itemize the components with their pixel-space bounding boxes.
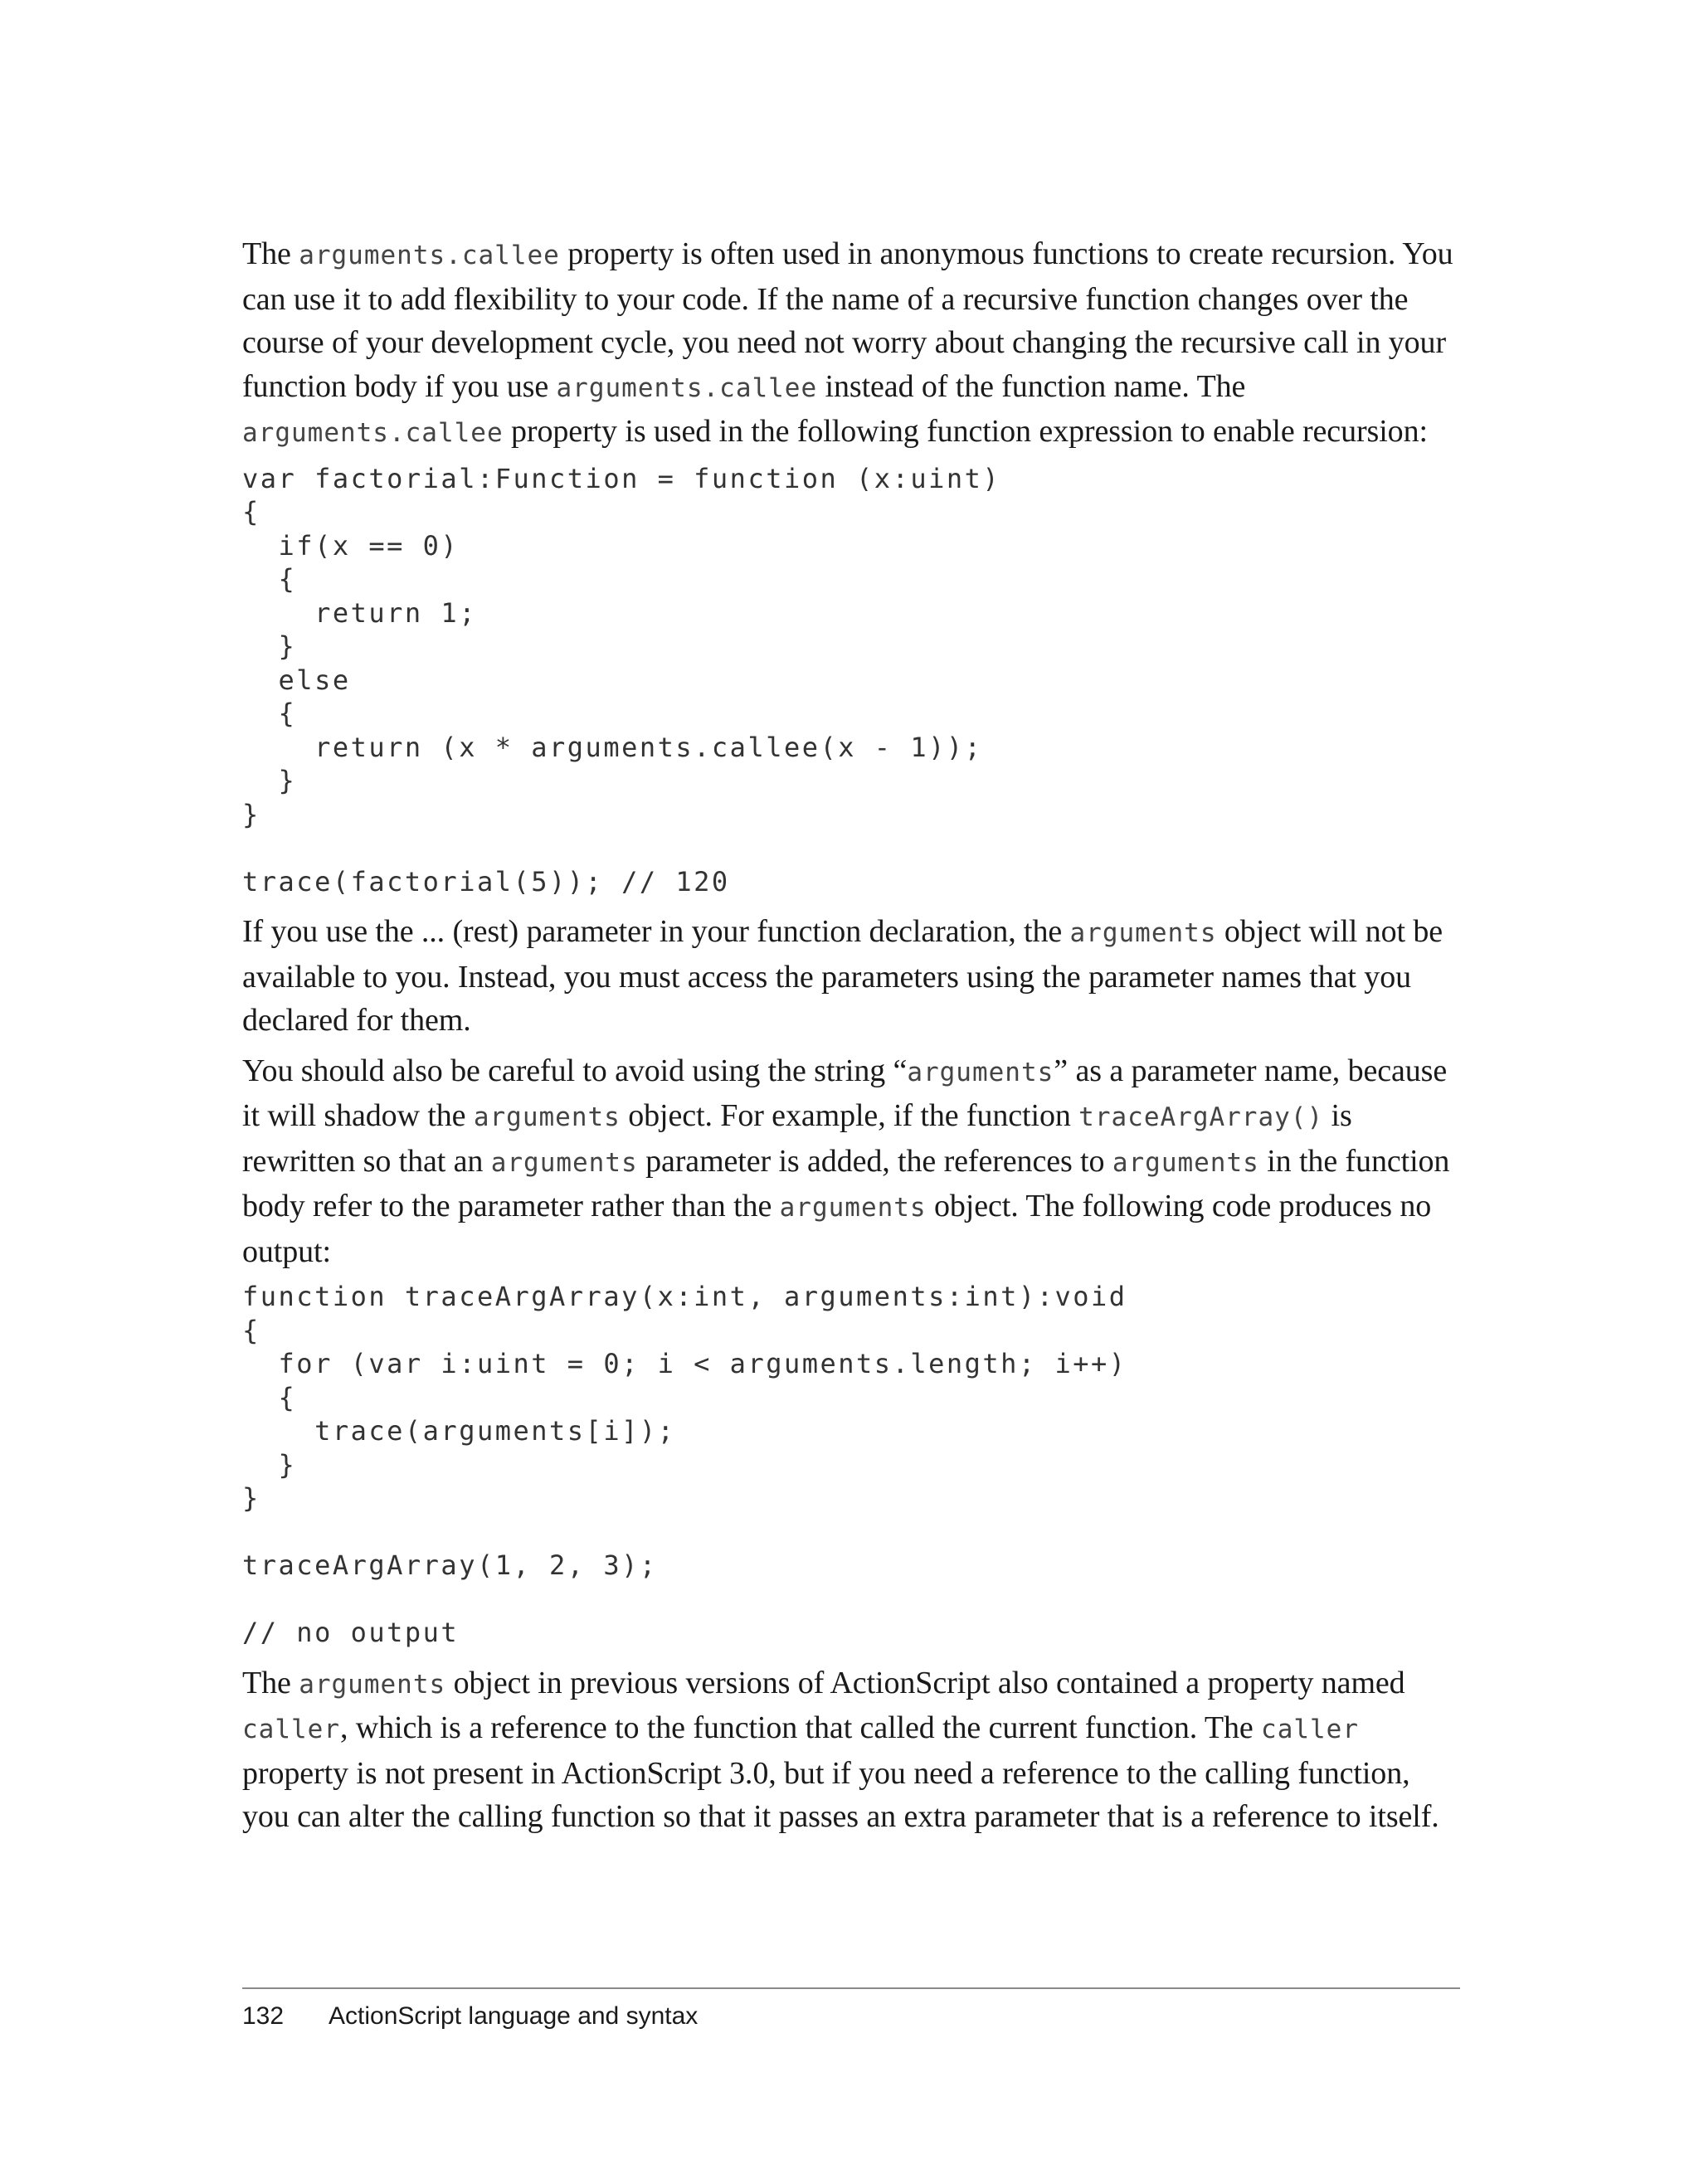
code-line: // no output [242,1617,460,1648]
page-footer [242,1987,1460,2031]
code-block-trace-arg-array [242,1280,1460,1650]
page-number: 132 [242,2002,285,2030]
text: object will not be available to you. Instead, you must access the parameters using the parameter names that you declared for them. [242,914,1443,1038]
code-line: } [242,798,260,830]
code-line: trace(arguments[i]); [242,1415,676,1447]
text: The [242,236,299,271]
code-line: return (x * arguments.callee(x - 1)); [242,731,983,763]
inline-code: arguments.callee [556,372,818,403]
inline-code: arguments [473,1102,621,1132]
code-line: { [242,563,297,595]
text: is rewritten so that an [242,1098,1352,1179]
section-title: ActionScript language and syntax [329,2002,699,2030]
code-line: } [242,630,297,662]
inline-code: caller [1261,1715,1360,1744]
paragraph-rest-parameter [242,910,1460,1043]
code-line: else [242,664,351,696]
text: property is not present in ActionScript 3.0, but if you need a reference to the calling function, you can alter the calling function so that it passes an extra parameter that is a reference to itself. [242,1755,1439,1834]
text: property is used in the following function expression to enable recursion: [503,414,1428,449]
code-line: if(x == 0) [242,529,460,562]
text: in the function body refer to the parameter rather than the [242,1143,1450,1223]
text: property is often used in anonymous functions to create recursion. You can use it to add flexibility to your code. If the name of a recursive function changes over the course of your development cycle, you need not worry about changing the recursive call in your function body if you use [242,236,1453,404]
code-line: var factorial:Function = function (x:uint) [242,462,1001,494]
blank-line [242,1583,1460,1617]
code-line: { [242,496,260,528]
text: object. The following code produces no output: [242,1189,1432,1269]
code-line: { [242,1314,260,1346]
text: object in previous versions of ActionScript also contained a property named [445,1665,1405,1700]
code-line: } [242,765,297,796]
inline-code: traceArgArray() [1078,1102,1324,1132]
text: The [242,1665,299,1700]
inline-code: arguments [299,1669,446,1700]
blank-line [242,1515,1460,1549]
code-line: { [242,698,297,729]
code-line: for (var i:uint = 0; i < arguments.length; i++) [242,1348,1127,1379]
code-line: { [242,1381,297,1413]
inline-code: arguments.callee [299,241,560,270]
inline-code: caller [242,1715,340,1744]
code-block-factorial [242,462,1460,899]
inline-code: arguments.callee [242,418,504,448]
code-line: } [242,1448,297,1481]
text: ” as a parameter name, because it will shadow the [242,1053,1448,1133]
inline-code: arguments [1112,1147,1259,1178]
text: instead of the function name. The [817,368,1246,404]
code-line: return 1; [242,596,477,629]
text: If you use the ... (rest) parameter in your function declaration, the [242,914,1070,949]
paragraph-shadowing [242,1049,1460,1274]
text: parameter is added, the references to [637,1143,1112,1179]
code-line: } [242,1482,260,1514]
inline-code: arguments [490,1147,638,1178]
inline-code: arguments [779,1193,927,1223]
code-line: function traceArgArray(x:int, arguments:int):void [242,1281,1127,1312]
paragraph-callee-intro [242,232,1460,455]
blank-line [242,831,1460,865]
inline-code: arguments [1069,918,1217,948]
footer-text [242,1989,1460,2031]
paragraph-caller [242,1661,1460,1839]
text: , which is a reference to the function that called the current function. The [339,1710,1262,1745]
text: object. For example, if the function [620,1098,1079,1133]
inline-code: arguments [907,1057,1054,1087]
code-line: trace(factorial(5)); // 120 [242,865,730,897]
page-content [242,232,1460,1846]
code-line: traceArgArray(1, 2, 3); [242,1549,658,1581]
text: You should also be careful to avoid using the string “ [242,1053,908,1088]
